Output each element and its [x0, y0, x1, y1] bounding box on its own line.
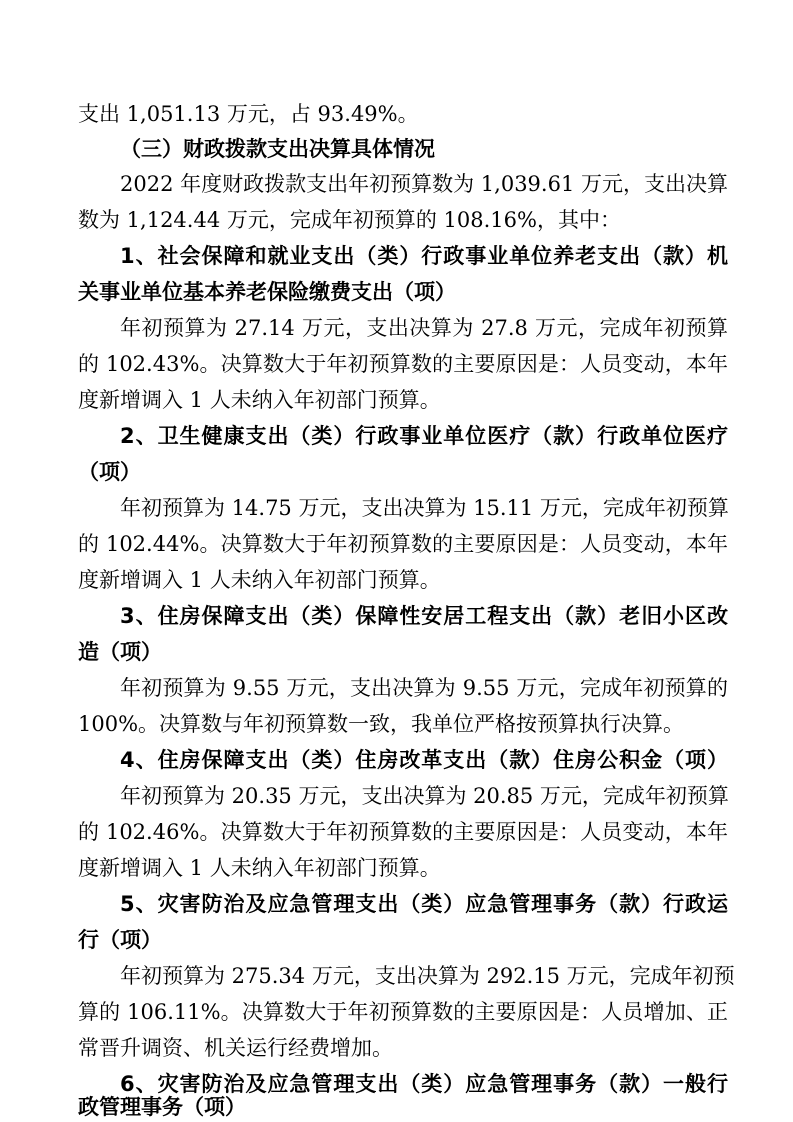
text-line: 年初预算为 27.14 万元，支出决算为 27.8 万元，完成年初预算: [120, 316, 728, 340]
text-line: 算的 106.11%。决算数大于年初预算数的主要原因是：人员增加、正: [78, 1000, 728, 1024]
text-line: 年初预算为 9.55 万元，支出决算为 9.55 万元，完成年初预算的: [120, 676, 728, 700]
item-heading: 关事业单位基本养老保险缴费支出（项）: [78, 280, 456, 304]
text-line: 数为 1,124.44 万元，完成年初预算的 108.16%，其中：: [78, 208, 621, 232]
text-line: 年初预算为 275.34 万元，支出决算为 292.15 万元，完成年初预: [120, 964, 735, 988]
text-line: 的 102.44%。决算数大于年初预算数的主要原因是：人员变动，本年: [78, 532, 728, 556]
item-heading: （项）: [78, 460, 141, 484]
text-line: 100%。决算数与年初预算数一致，我单位严格按预算执行决算。: [78, 712, 685, 736]
item-heading: 1、社会保障和就业支出（类）行政事业单位养老支出（款）机: [120, 244, 728, 268]
text-line: 支出 1,051.13 万元，占 93.49%。: [78, 102, 419, 126]
text-line: 常晋升调资、机关运行经费增加。: [78, 1036, 393, 1060]
item-heading: 造（项）: [78, 640, 162, 664]
item-heading: 3、住房保障支出（类）保障性安居工程支出（款）老旧小区改: [120, 604, 728, 628]
text-line: 度新增调入 1 人未纳入年初部门预算。: [78, 388, 441, 412]
text-line: 2022 年度财政拨款支出年初预算数为 1,039.61 万元，支出决算: [120, 172, 728, 196]
item-heading: 2、卫生健康支出（类）行政事业单位医疗（款）行政单位医疗: [120, 424, 728, 448]
section-heading: （三）财政拨款支出决算具体情况: [120, 137, 435, 161]
text-line: 年初预算为 20.35 万元，支出决算为 20.85 万元，完成年初预算: [120, 784, 729, 808]
text-line: 年初预算为 14.75 万元，支出决算为 15.11 万元，完成年初预算: [120, 496, 729, 520]
item-heading: 6、灾害防治及应急管理支出（类）应急管理事务（款）一般行: [120, 1072, 728, 1096]
text-line: 的 102.43%。决算数大于年初预算数的主要原因是：人员变动，本年: [78, 352, 728, 376]
item-heading: 政管理事务（项）: [78, 1095, 246, 1119]
item-heading: 5、灾害防治及应急管理支出（类）应急管理事务（款）行政运: [120, 892, 728, 916]
text-line: 度新增调入 1 人未纳入年初部门预算。: [78, 856, 441, 880]
text-line: 的 102.46%。决算数大于年初预算数的主要原因是：人员变动，本年: [78, 820, 728, 844]
text-line: 度新增调入 1 人未纳入年初部门预算。: [78, 568, 441, 592]
item-heading: 行（项）: [78, 928, 162, 952]
item-heading: 4、住房保障支出（类）住房改革支出（款）住房公积金（项）: [120, 748, 728, 772]
